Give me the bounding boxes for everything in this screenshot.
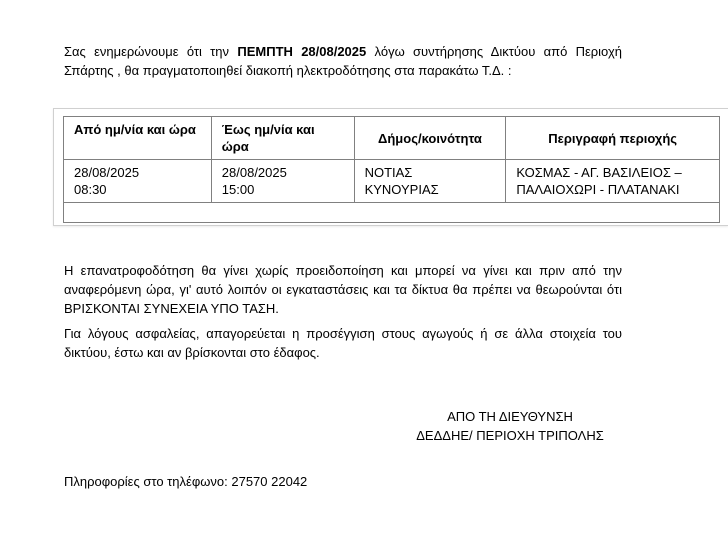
restore-paragraph: Η επανατροφοδότηση θα γίνει χωρίς προειδοποίηση και μπορεί να γίνει και πριν από την αναφερόμενη ώρα, γι' αυτό λοιπόν οι εγκαταστάσεις και τα δίκτυα θα πρέπει να θεωρούνται ότι ΒΡΙΣΚΟΝΤΑΙ ΣΥΝΕΧΕΙΑ ΥΠΟ ΤΑΣΗ. [64, 263, 622, 316]
header-to: Έως ημ/νία και ώρα [211, 117, 354, 160]
signature-line1: ΑΠΟ ΤΗ ΔΙΕΥΘΥΝΣΗ [447, 409, 573, 424]
table-header-row [64, 117, 720, 160]
header-municipality: Δήμος/κοινότητα [354, 117, 506, 160]
intro-paragraph [64, 42, 622, 80]
municipality-line1: ΝΟΤΙΑΣ [364, 165, 413, 180]
to-date: 28/08/2025 [221, 165, 287, 180]
table-row [64, 160, 720, 203]
intro-suffix: λόγω συντήρησης Δικτύου από Περιοχή Σπάρτης , θα πραγματοποιηθεί διακοπή ηλεκτροδότησης στα παρακάτω Τ.Δ. : [64, 44, 622, 78]
contact-phone: Πληροφορίες στο τηλέφωνο: 27570 22042 [64, 474, 308, 489]
intro-prefix: Σας ενημερώνουμε ότι την [64, 44, 238, 59]
outage-table [63, 116, 720, 223]
cell-to [211, 160, 354, 203]
cell-from [64, 160, 212, 203]
from-time: 08:30 [74, 182, 107, 197]
to-time: 15:00 [221, 182, 255, 197]
signature-line2: ΔΕΔΔΗΕ/ ΠΕΡΙΟΧΗ ΤΡΙΠΟΛΗΣ [416, 428, 604, 443]
from-date: 28/08/2025 [74, 165, 140, 180]
table-spacer-row [64, 203, 720, 223]
cell-municipality [354, 160, 506, 203]
municipality-line2: ΚΥΝΟΥΡΙΑΣ [364, 182, 439, 197]
header-area: Περιγραφή περιοχής [506, 117, 720, 160]
safety-paragraph: Για λόγους ασφαλείας, απαγορεύεται η προσέγγιση στους αγωγούς ή σε άλλα στοιχεία του δικτύου, έστω και αν βρίσκονται στο έδαφος. [64, 326, 622, 360]
outage-date: ΠΕΜΠΤΗ 28/08/2025 [237, 44, 367, 59]
header-from: Από ημ/νία και ώρα [64, 117, 212, 160]
cell-area: ΚΟΣΜΑΣ - ΑΓ. ΒΑΣΙΛΕΙΟΣ – ΠΑΛΑΙΟΧΩΡΙ - ΠΛΑΤΑΝΑΚΙ [506, 160, 720, 203]
